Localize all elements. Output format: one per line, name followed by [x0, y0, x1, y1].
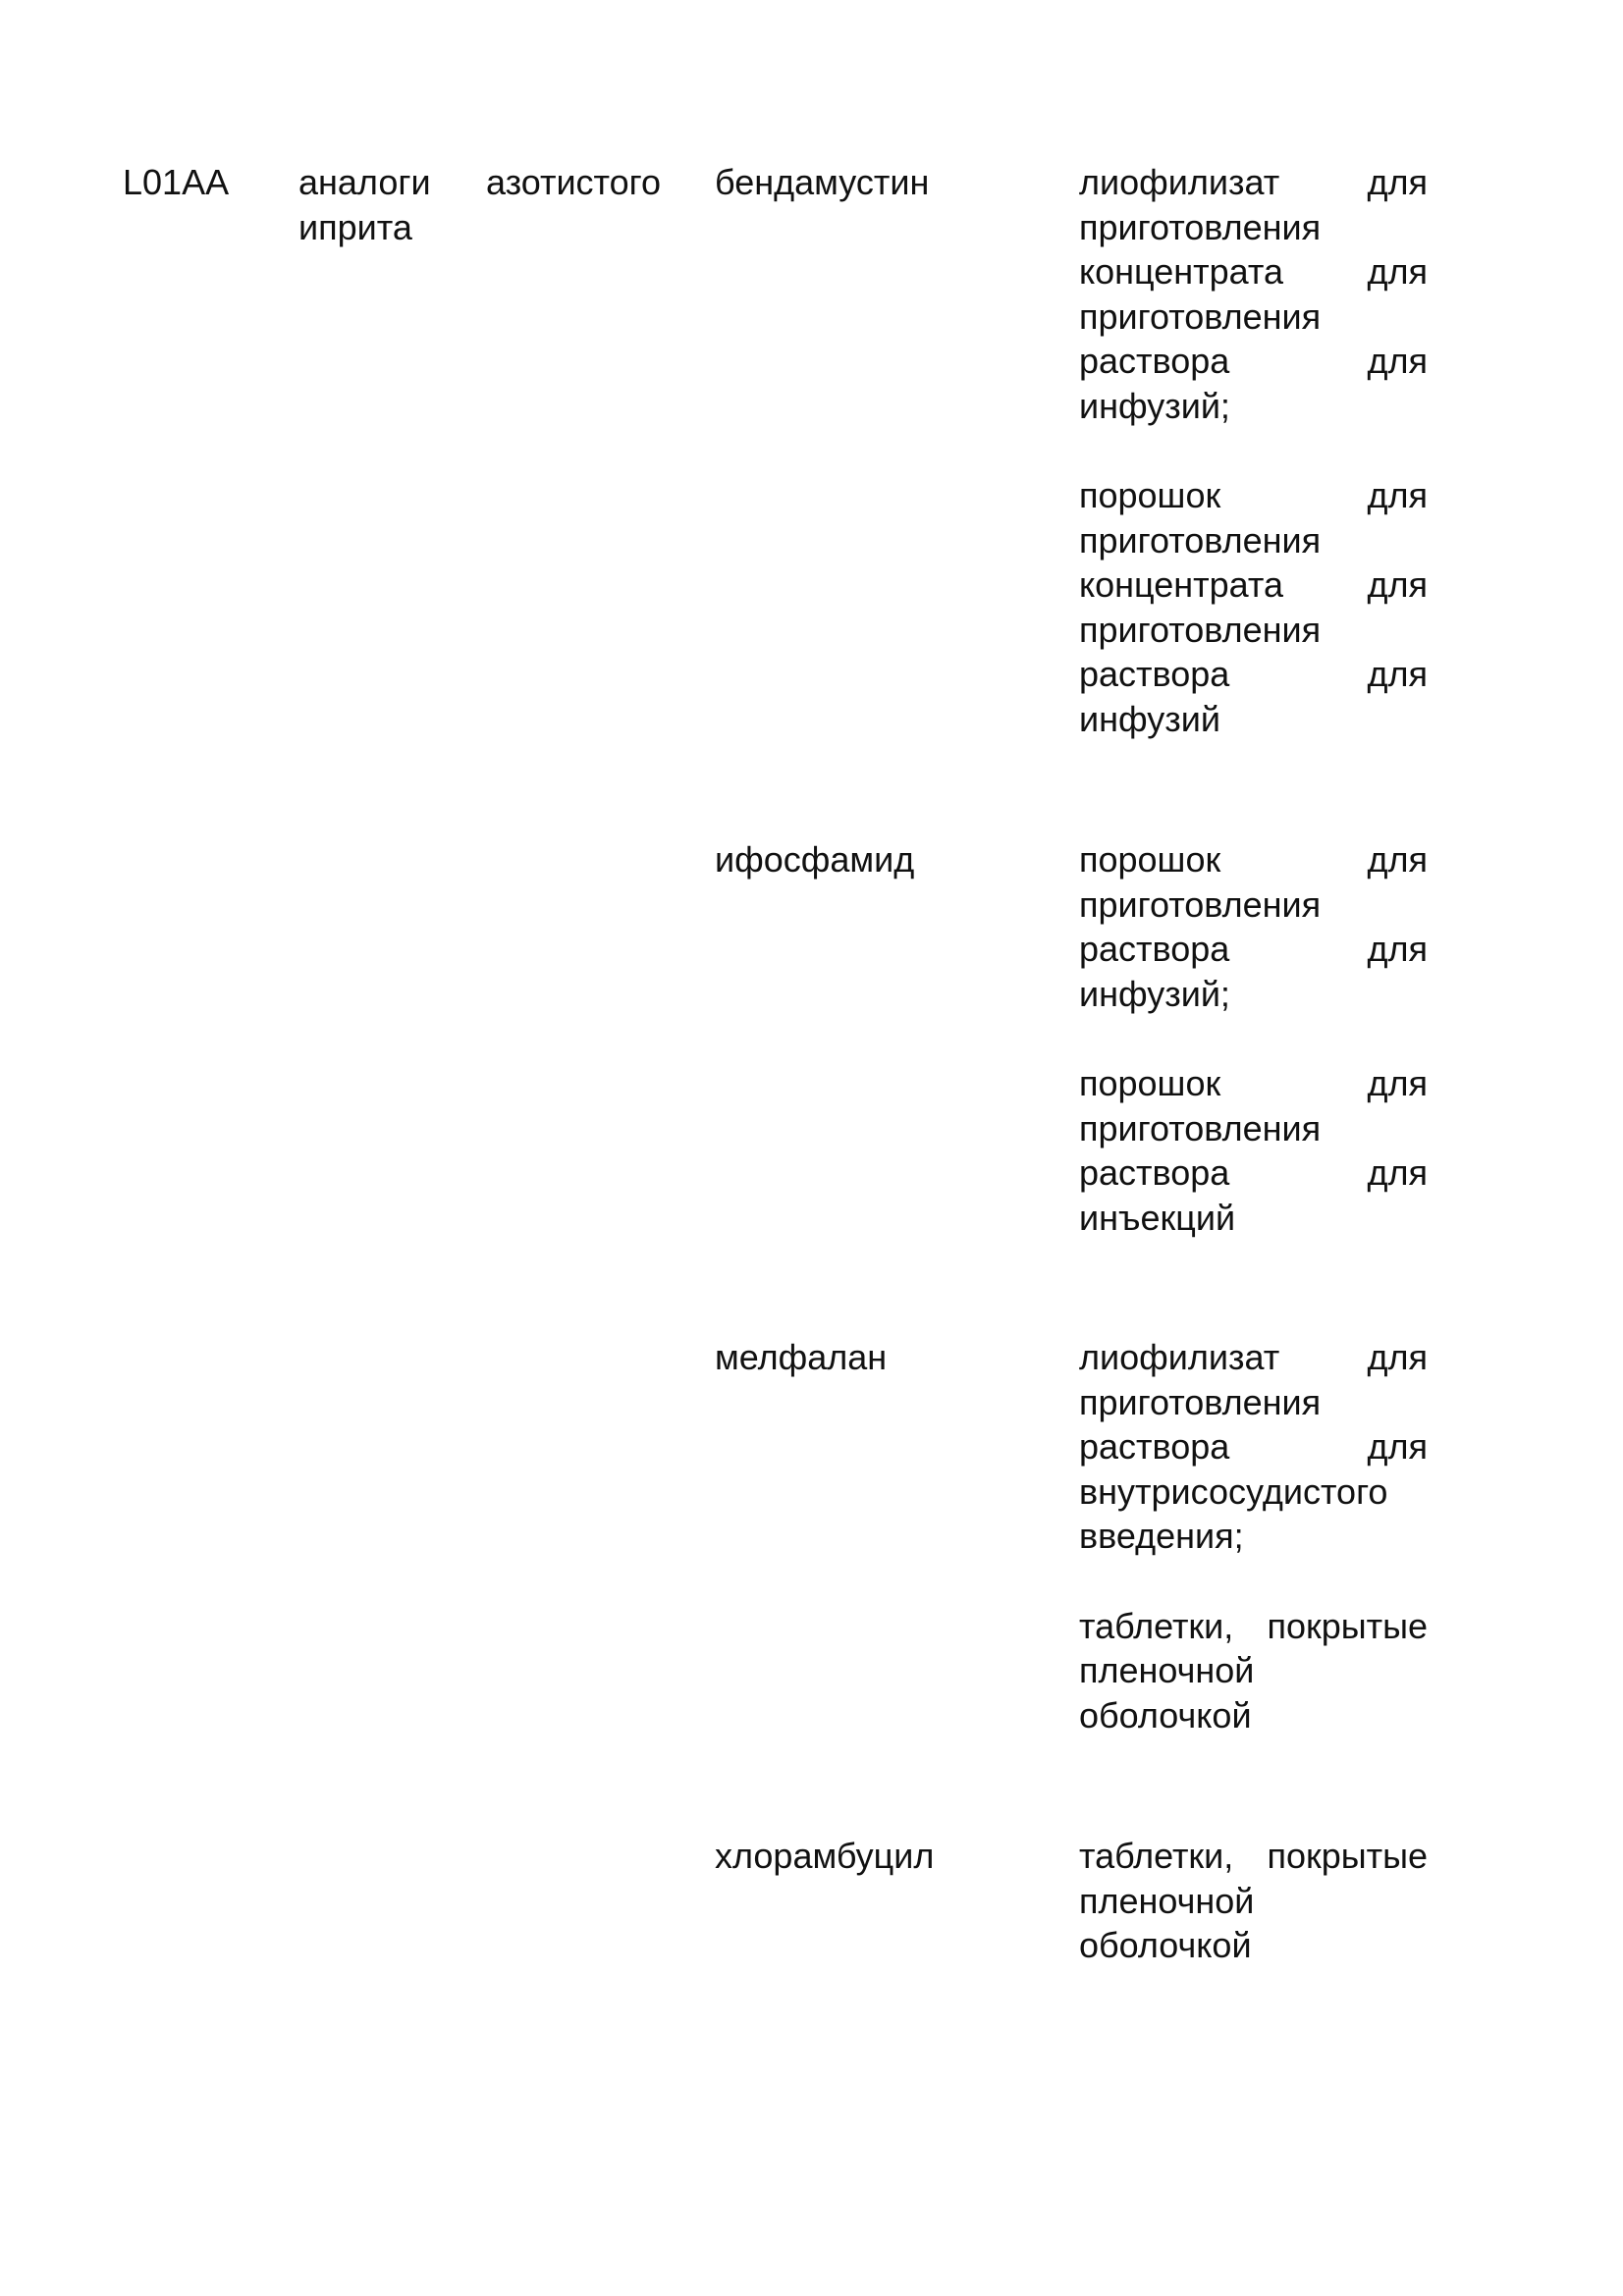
form-text: пленочной [1079, 1880, 1255, 1921]
dosage-form [1079, 1335, 1428, 1559]
form-text: для [1367, 564, 1428, 605]
atc-group-word: азотистого [486, 162, 662, 202]
dosage-forms [1079, 1335, 1428, 1783]
form-text: раствора [1079, 341, 1230, 381]
form-text: введения; [1079, 1516, 1244, 1556]
form-text: инфузий; [1079, 973, 1230, 1014]
dosage-forms [1079, 1834, 1428, 2013]
form-text: для [1367, 162, 1428, 202]
form-text: для [1367, 654, 1428, 694]
form-text: порошок [1079, 475, 1221, 515]
form-text: инфузий; [1079, 385, 1230, 426]
form-text: покрытые [1267, 1605, 1428, 1646]
form-text: инфузий [1079, 698, 1220, 739]
form-text: для [1367, 341, 1428, 381]
dosage-forms [1079, 837, 1428, 1285]
form-text: раствора [1079, 1152, 1230, 1193]
form-text: приготовления [1079, 1107, 1322, 1148]
form-text: для [1367, 1426, 1428, 1467]
form-text: приготовления [1079, 1381, 1322, 1422]
drug-name: хлорамбуцил [715, 1836, 935, 1876]
form-text: лиофилизат [1079, 1337, 1280, 1377]
form-text: порошок [1079, 1063, 1221, 1103]
form-text: приготовления [1079, 295, 1322, 337]
dosage-forms [1079, 160, 1428, 786]
dosage-form [1079, 1834, 1428, 1968]
form-text: приготовления [1079, 519, 1322, 561]
form-text: внутрисосудистого [1079, 1470, 1388, 1512]
form-text: концентрата [1079, 564, 1284, 605]
form-text: раствора [1079, 654, 1230, 694]
atc-group-word: иприта [298, 206, 412, 247]
form-text: для [1367, 1337, 1428, 1377]
form-text: приготовления [1079, 609, 1322, 650]
form-text: пленочной [1079, 1650, 1255, 1690]
form-text: раствора [1079, 929, 1230, 969]
form-text: для [1367, 1152, 1428, 1193]
form-text: концентрата [1079, 251, 1284, 292]
dosage-form [1079, 1604, 1428, 1738]
form-text: для [1367, 251, 1428, 292]
form-text: для [1367, 475, 1428, 515]
form-text: таблетки, [1079, 1836, 1234, 1876]
dosage-form [1079, 473, 1428, 741]
drug-name: мелфалан [715, 1337, 888, 1377]
dosage-form [1079, 837, 1428, 1016]
atc-group-name [298, 160, 681, 249]
form-text: покрытые [1267, 1836, 1428, 1876]
form-text: лиофилизат [1079, 162, 1280, 202]
form-text: оболочкой [1079, 1694, 1252, 1735]
atc-code: L01AA [123, 162, 230, 202]
drug-name: ифосфамид [715, 839, 915, 880]
dosage-form [1079, 160, 1428, 428]
form-text: приготовления [1079, 883, 1322, 925]
form-text: раствора [1079, 1426, 1230, 1467]
form-text: таблетки, [1079, 1605, 1234, 1646]
form-text: для [1367, 839, 1428, 880]
form-text: для [1367, 1063, 1428, 1103]
dosage-form [1079, 1061, 1428, 1240]
form-text: для [1367, 929, 1428, 969]
form-text: приготовления [1079, 206, 1322, 247]
atc-group-word: аналоги [298, 162, 431, 202]
drug-name: бендамустин [715, 162, 930, 202]
form-text: инъекций [1079, 1197, 1236, 1238]
form-text: порошок [1079, 839, 1221, 880]
form-text: оболочкой [1079, 1925, 1252, 1965]
